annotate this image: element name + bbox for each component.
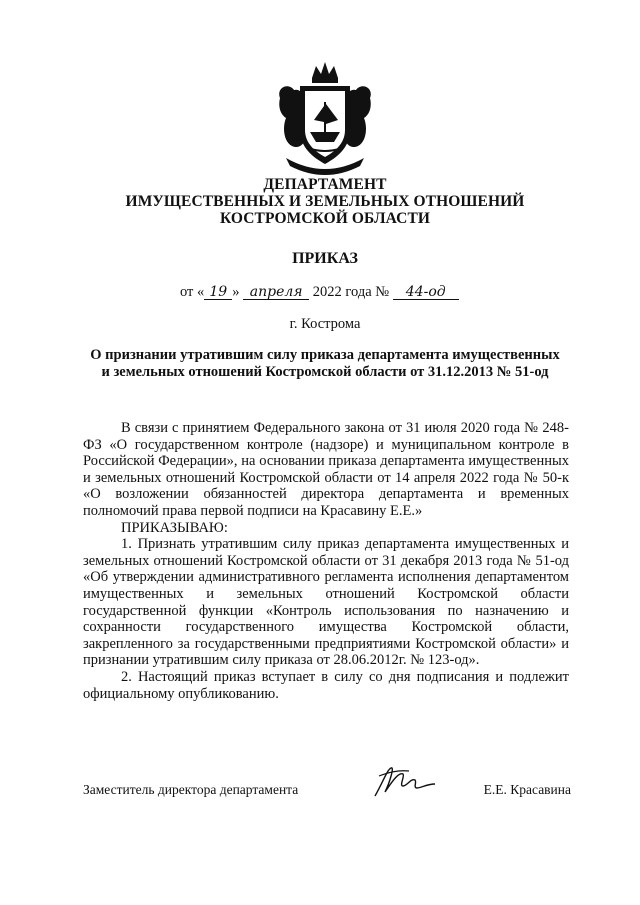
handwritten-day: 19 [204,285,232,300]
year-text: 2022 года № [312,284,390,300]
signatory-position: Заместитель директора департамента [83,782,299,797]
coat-of-arms-icon [272,58,378,176]
order-subject [60,347,590,381]
date-prefix: от « [180,284,205,300]
department-line-2: ИМУЩЕСТВЕННЫХ И ЗЕМЕЛЬНЫХ ОТНОШЕНИЙ [125,193,525,210]
handwritten-order-number: 44-од [393,285,459,300]
city: г. Кострома [289,316,361,332]
department-line-1: ДЕПАРТАМЕНТ [263,176,387,193]
department-line-3: КОСТРОМСКОЙ ОБЛАСТИ [219,210,431,227]
preamble-paragraph: В связи с принятием Федерального закона от 31 июля 2020 года № 248-ФЗ «О государственном контроле (надзоре) и муниципальном контроле в Российской Федерации», на основании приказа департамента имущественных и земельных отношений Костромской области от 14 апреля 2022 года № 50-к «О возложении обязанностей директора департамента и временных полномочий права первой подписи на Красавину Е.Е.» [83,420,569,519]
order-date-number [180,284,459,301]
handwritten-signature-icon [369,762,439,802]
order-body [83,420,569,702]
subject-line-2: и земельных отношений Костромской области от 31.12.2013 № 51-од [101,364,549,380]
order-item-2: 2. Настоящий приказ вступает в силу со дня подписания и подлежит официальному опубликованию. [83,668,569,702]
signatory-name: Е.Е. Красавина [483,782,571,797]
date-day-close: » [232,284,240,300]
order-item-1: 1. Признать утратившим силу приказ департамента имущественных и земельных отношений Костромской области от 31 декабря 2013 года № 51-од «Об утверждении административного регламента исполнения департаментом имущественных и земельных отношений Костромской области государственной функции «Контроль использования по назначению и сохранности государственного имущества Костромской области, закрепленного за государственными предприятиями Костромской области» и признании утратившим силу приказа от 28.06.2012г. № 123-од». [83,536,569,669]
subject-line-1: О признании утратившим силу приказа департамента имущественных [90,347,560,363]
order-title: ПРИКАЗ [292,250,358,267]
department-name [60,176,590,227]
order-word: ПРИКАЗЫВАЮ: [121,519,228,536]
handwritten-month: апреля [243,285,309,300]
